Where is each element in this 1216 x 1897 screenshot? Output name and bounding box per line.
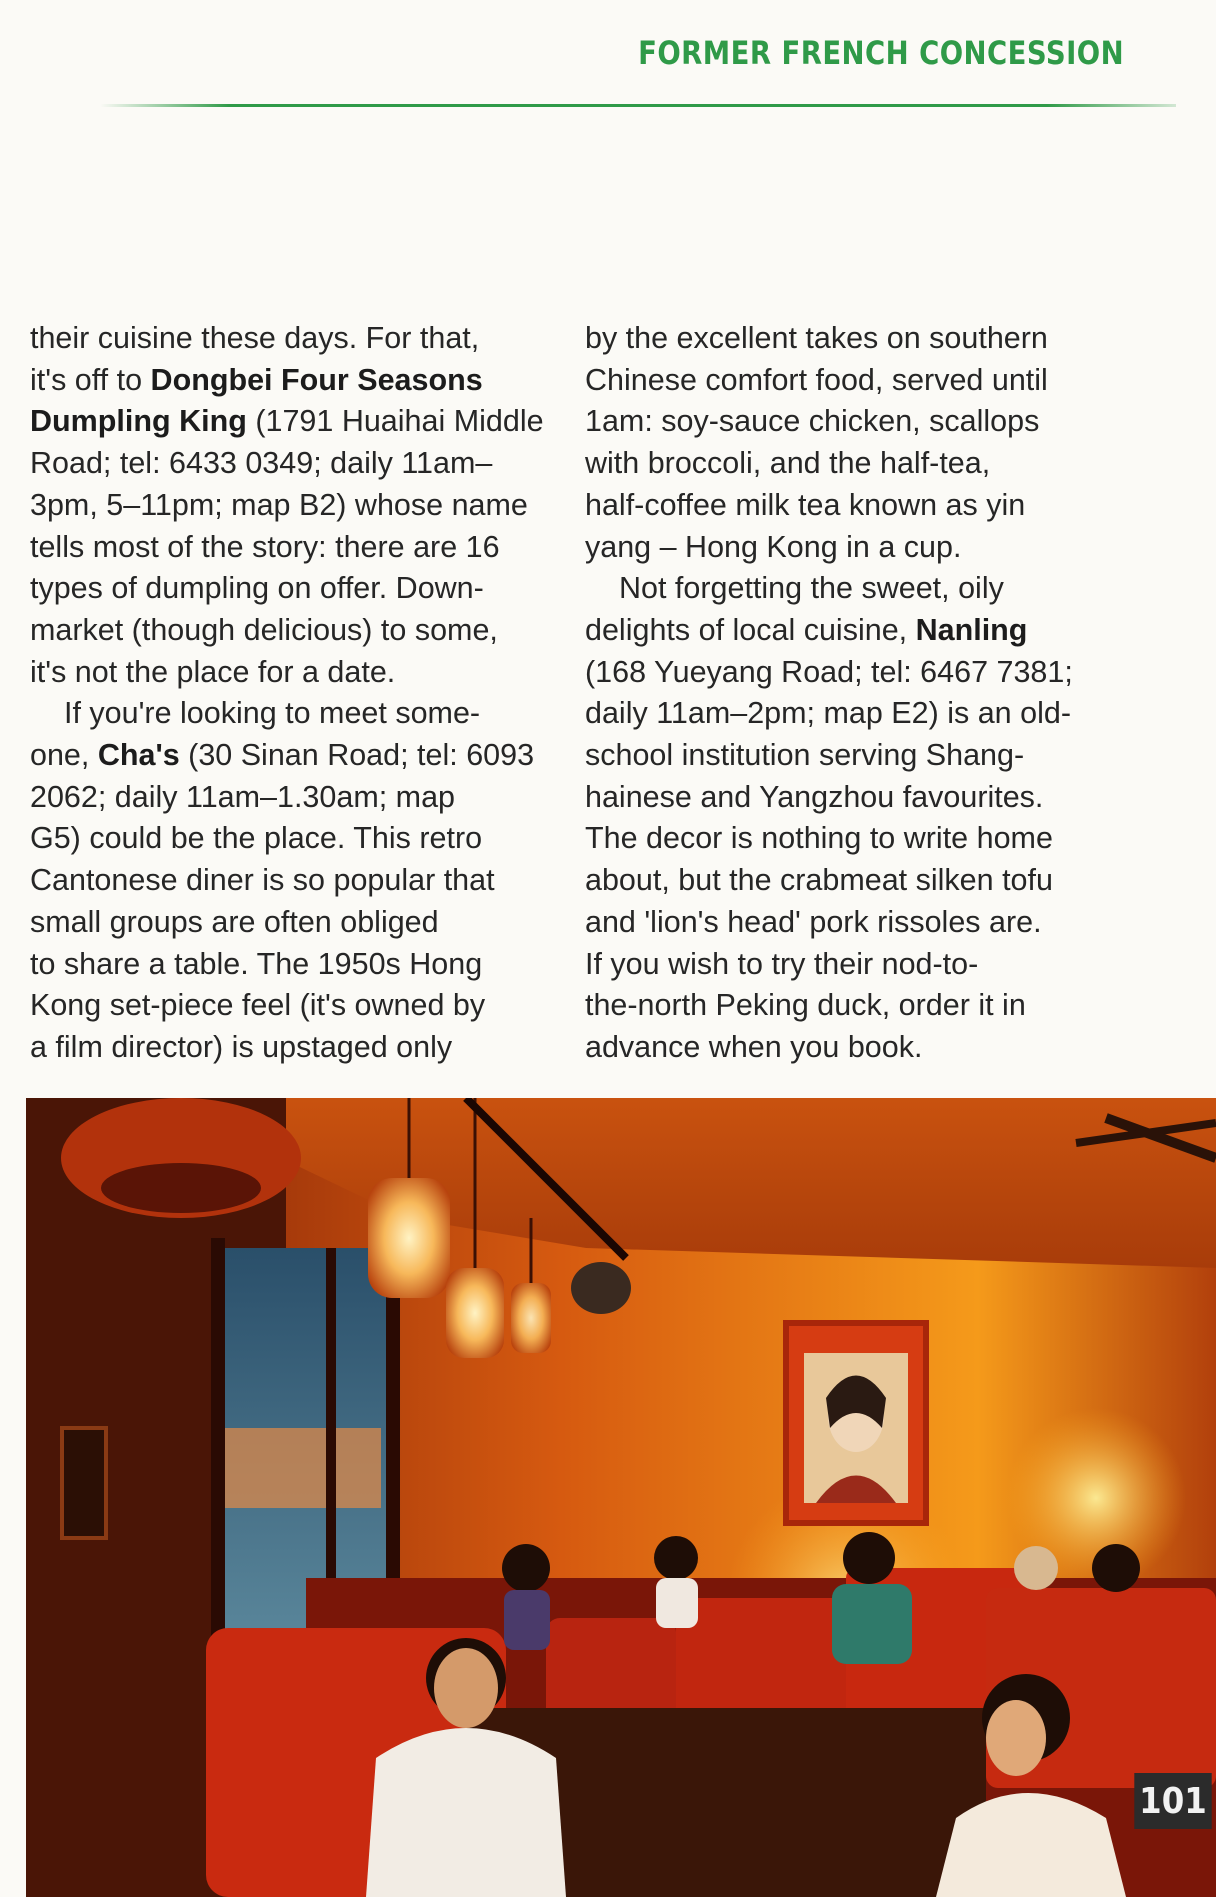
- text-line: small groups are often obliged: [30, 904, 439, 939]
- text-line: it's not the place for a date.: [30, 654, 396, 689]
- text-line: with broccoli, and the half-tea,: [585, 446, 991, 481]
- text-line: [585, 610, 1120, 652]
- text-line: If you're looking to meet some-: [64, 696, 481, 731]
- text-line: advance when you book.: [585, 1029, 923, 1064]
- text-line: the-north Peking duck, order it in: [585, 988, 1026, 1023]
- text-line: types of dumpling on offer. Down-: [30, 571, 484, 606]
- text-line: to share a table. The 1950s Hong: [30, 946, 483, 981]
- text-line: yang – Hong Kong in a cup.: [585, 529, 962, 564]
- text-line: a film director) is upstaged only: [30, 1029, 453, 1064]
- text-line: (168 Yueyang Road; tel: 6467 7381;: [585, 654, 1073, 689]
- text-line: 2062; daily 11am–1.30am; map: [30, 779, 456, 814]
- header-rule: [100, 104, 1176, 107]
- right-column-text: [585, 318, 1120, 1069]
- text-line: If you wish to try their nod-to-: [585, 946, 979, 981]
- page-number: 101: [1134, 1773, 1211, 1829]
- text-line: school institution serving Shang-: [585, 738, 1025, 773]
- text-run: it's off to: [30, 362, 151, 397]
- text-run: delights of local cuisine,: [585, 612, 916, 647]
- text-line: [30, 735, 565, 777]
- text-line: daily 11am–2pm; map E2) is an old-: [585, 696, 1071, 731]
- text-run: one,: [30, 738, 98, 773]
- text-line: tells most of the story: there are 16: [30, 529, 500, 564]
- venue-name: Dongbei Four Seasons: [150, 362, 483, 397]
- text-line: Cantonese diner is so popular that: [30, 863, 495, 898]
- text-line: Kong set-piece feel (it's owned by: [30, 988, 486, 1023]
- venue-name: Dumpling King: [30, 404, 247, 439]
- restaurant-photo: [26, 1098, 1216, 1897]
- text-line: hainese and Yangzhou favourites.: [585, 779, 1044, 814]
- text-line: [30, 401, 565, 443]
- text-line: and 'lion's head' pork rissoles are.: [585, 904, 1042, 939]
- text-line: their cuisine these days. For that,: [30, 321, 480, 355]
- text-line: Chinese comfort food, served until: [585, 362, 1048, 397]
- text-line: market (though delicious) to some,: [30, 612, 498, 647]
- text-line: Road; tel: 6433 0349; daily 11am–: [30, 446, 493, 481]
- right-column: [585, 318, 1120, 1069]
- left-column: [30, 318, 565, 1069]
- article-body: [30, 318, 1120, 1069]
- text-run: (30 Sinan Road; tel: 6093: [179, 738, 535, 773]
- text-run: (1791 Huaihai Middle: [246, 404, 544, 439]
- venue-name: Nanling: [915, 612, 1028, 647]
- text-line: half-coffee milk tea known as yin: [585, 487, 1026, 522]
- text-line: [30, 360, 565, 402]
- text-line: about, but the crabmeat silken tofu: [585, 863, 1053, 898]
- text-line: Not forgetting the sweet, oily: [619, 571, 1004, 606]
- left-column-text: [30, 318, 565, 1069]
- venue-name: Cha's: [97, 738, 180, 773]
- text-line: 3pm, 5–11pm; map B2) whose name: [30, 487, 528, 522]
- running-head: FORMER FRENCH CONCESSION: [638, 34, 1124, 72]
- text-line: by the excellent takes on southern: [585, 321, 1048, 355]
- text-line: G5) could be the place. This retro: [30, 821, 483, 856]
- text-line: 1am: soy-sauce chicken, scallops: [585, 404, 1040, 439]
- text-line: The decor is nothing to write home: [585, 821, 1053, 856]
